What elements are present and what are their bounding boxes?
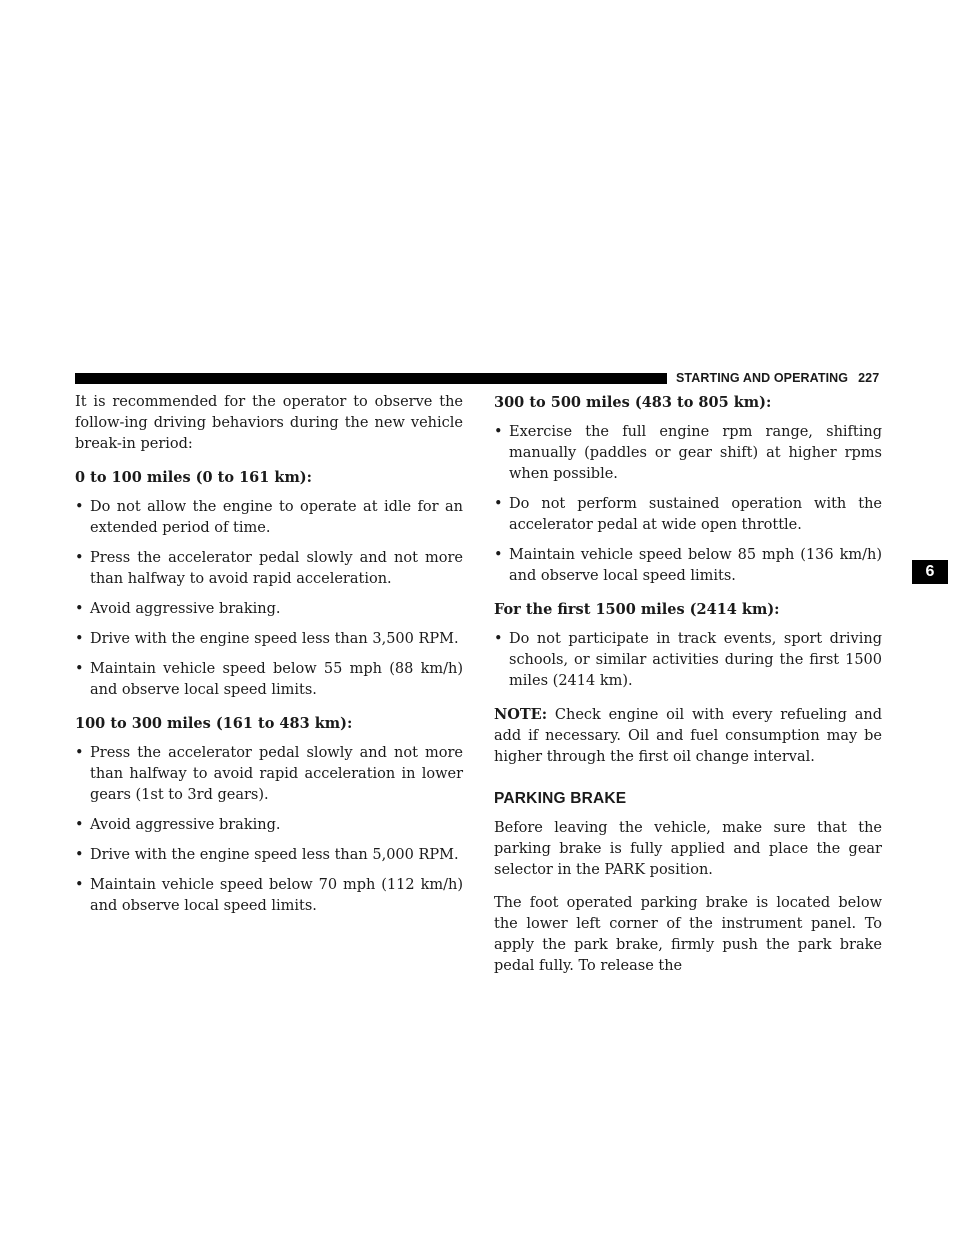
- note-label: NOTE:: [494, 706, 548, 723]
- bullet-icon: •: [494, 424, 503, 440]
- header-rule: [75, 373, 667, 384]
- list-item: • Press the accelerator pedal slowly and not more than halfway to avoid rapid acceleration.: [75, 550, 463, 587]
- parking-brake-paragraph-2: The foot operated parking brake is located below the lower left corner of the instrument panel. To apply the park brake, firmly push the park brake pedal fully. To release the: [494, 895, 882, 974]
- list-item: • Maintain vehicle speed below 55 mph (88 km/h) and observe local speed limits.: [75, 661, 463, 698]
- intro-paragraph: It is recommended for the operator to observe the follow-ing driving behaviors during the new vehicle break-in period:: [75, 394, 463, 452]
- bullet-icon: •: [75, 847, 84, 863]
- list-item: • Maintain vehicle speed below 85 mph (136 km/h) and observe local speed limits.: [494, 547, 882, 584]
- running-header: [676, 368, 886, 388]
- bullet-icon: •: [75, 601, 84, 617]
- group2-list: [75, 743, 463, 917]
- note-text: Check engine oil with every refueling and add if necessary. Oil and fuel consumption may be higher through the first oil change interval.: [494, 707, 882, 765]
- bullet-icon: •: [75, 817, 84, 833]
- list-item: • Exercise the full engine rpm range, shifting manually (paddles or gear shift) at higher rpms when possible.: [494, 424, 882, 482]
- bullet-icon: •: [75, 745, 84, 761]
- group4-list: [494, 629, 882, 692]
- bullet-icon: •: [75, 631, 84, 647]
- chapter-tab: 6: [912, 560, 948, 584]
- list-item: • Press the accelerator pedal slowly and not more than halfway to avoid rapid acceleration in lower gears (1st to 3rd gears).: [75, 745, 463, 803]
- bullet-icon: •: [75, 661, 84, 677]
- group4-heading: For the first 1500 miles (2414 km):: [494, 601, 780, 618]
- group1-heading: 0 to 100 miles (0 to 161 km):: [75, 469, 312, 486]
- group1-list: [75, 497, 463, 701]
- list-item: • Do not participate in track events, sport driving schools, or similar activities during the first 1500 miles (2414 km).: [494, 631, 882, 689]
- list-item: • Avoid aggressive braking.: [75, 599, 463, 620]
- group3-heading: 300 to 500 miles (483 to 805 km):: [494, 394, 772, 411]
- right-column: [494, 392, 882, 977]
- parking-brake-paragraph-1: Before leaving the vehicle, make sure that the parking brake is fully applied and place the gear selector in the PARK position.: [494, 820, 882, 878]
- left-column: [75, 392, 463, 917]
- section-title-parking-brake: PARKING BRAKE: [494, 790, 627, 807]
- section-name: STARTING AND OPERATING: [676, 371, 849, 385]
- list-item: • Drive with the engine speed less than 5,000 RPM.: [75, 845, 463, 866]
- list-item: • Do not perform sustained operation with the accelerator pedal at wide open throttle.: [494, 496, 882, 533]
- group2-heading: 100 to 300 miles (161 to 483 km):: [75, 715, 353, 732]
- page-number: 227: [858, 371, 880, 385]
- list-item: • Drive with the engine speed less than 3,500 RPM.: [75, 629, 463, 650]
- bullet-icon: •: [494, 547, 503, 563]
- list-item: • Maintain vehicle speed below 70 mph (112 km/h) and observe local speed limits.: [75, 877, 463, 914]
- bullet-icon: •: [75, 877, 84, 893]
- bullet-icon: •: [494, 631, 503, 647]
- group3-list: [494, 422, 882, 587]
- bullet-icon: •: [75, 550, 84, 566]
- list-item: • Avoid aggressive braking.: [75, 815, 463, 836]
- bullet-icon: •: [75, 499, 84, 515]
- list-item: • Do not allow the engine to operate at idle for an extended period of time.: [75, 499, 463, 536]
- note-paragraph: [494, 704, 882, 768]
- bullet-icon: •: [494, 496, 503, 512]
